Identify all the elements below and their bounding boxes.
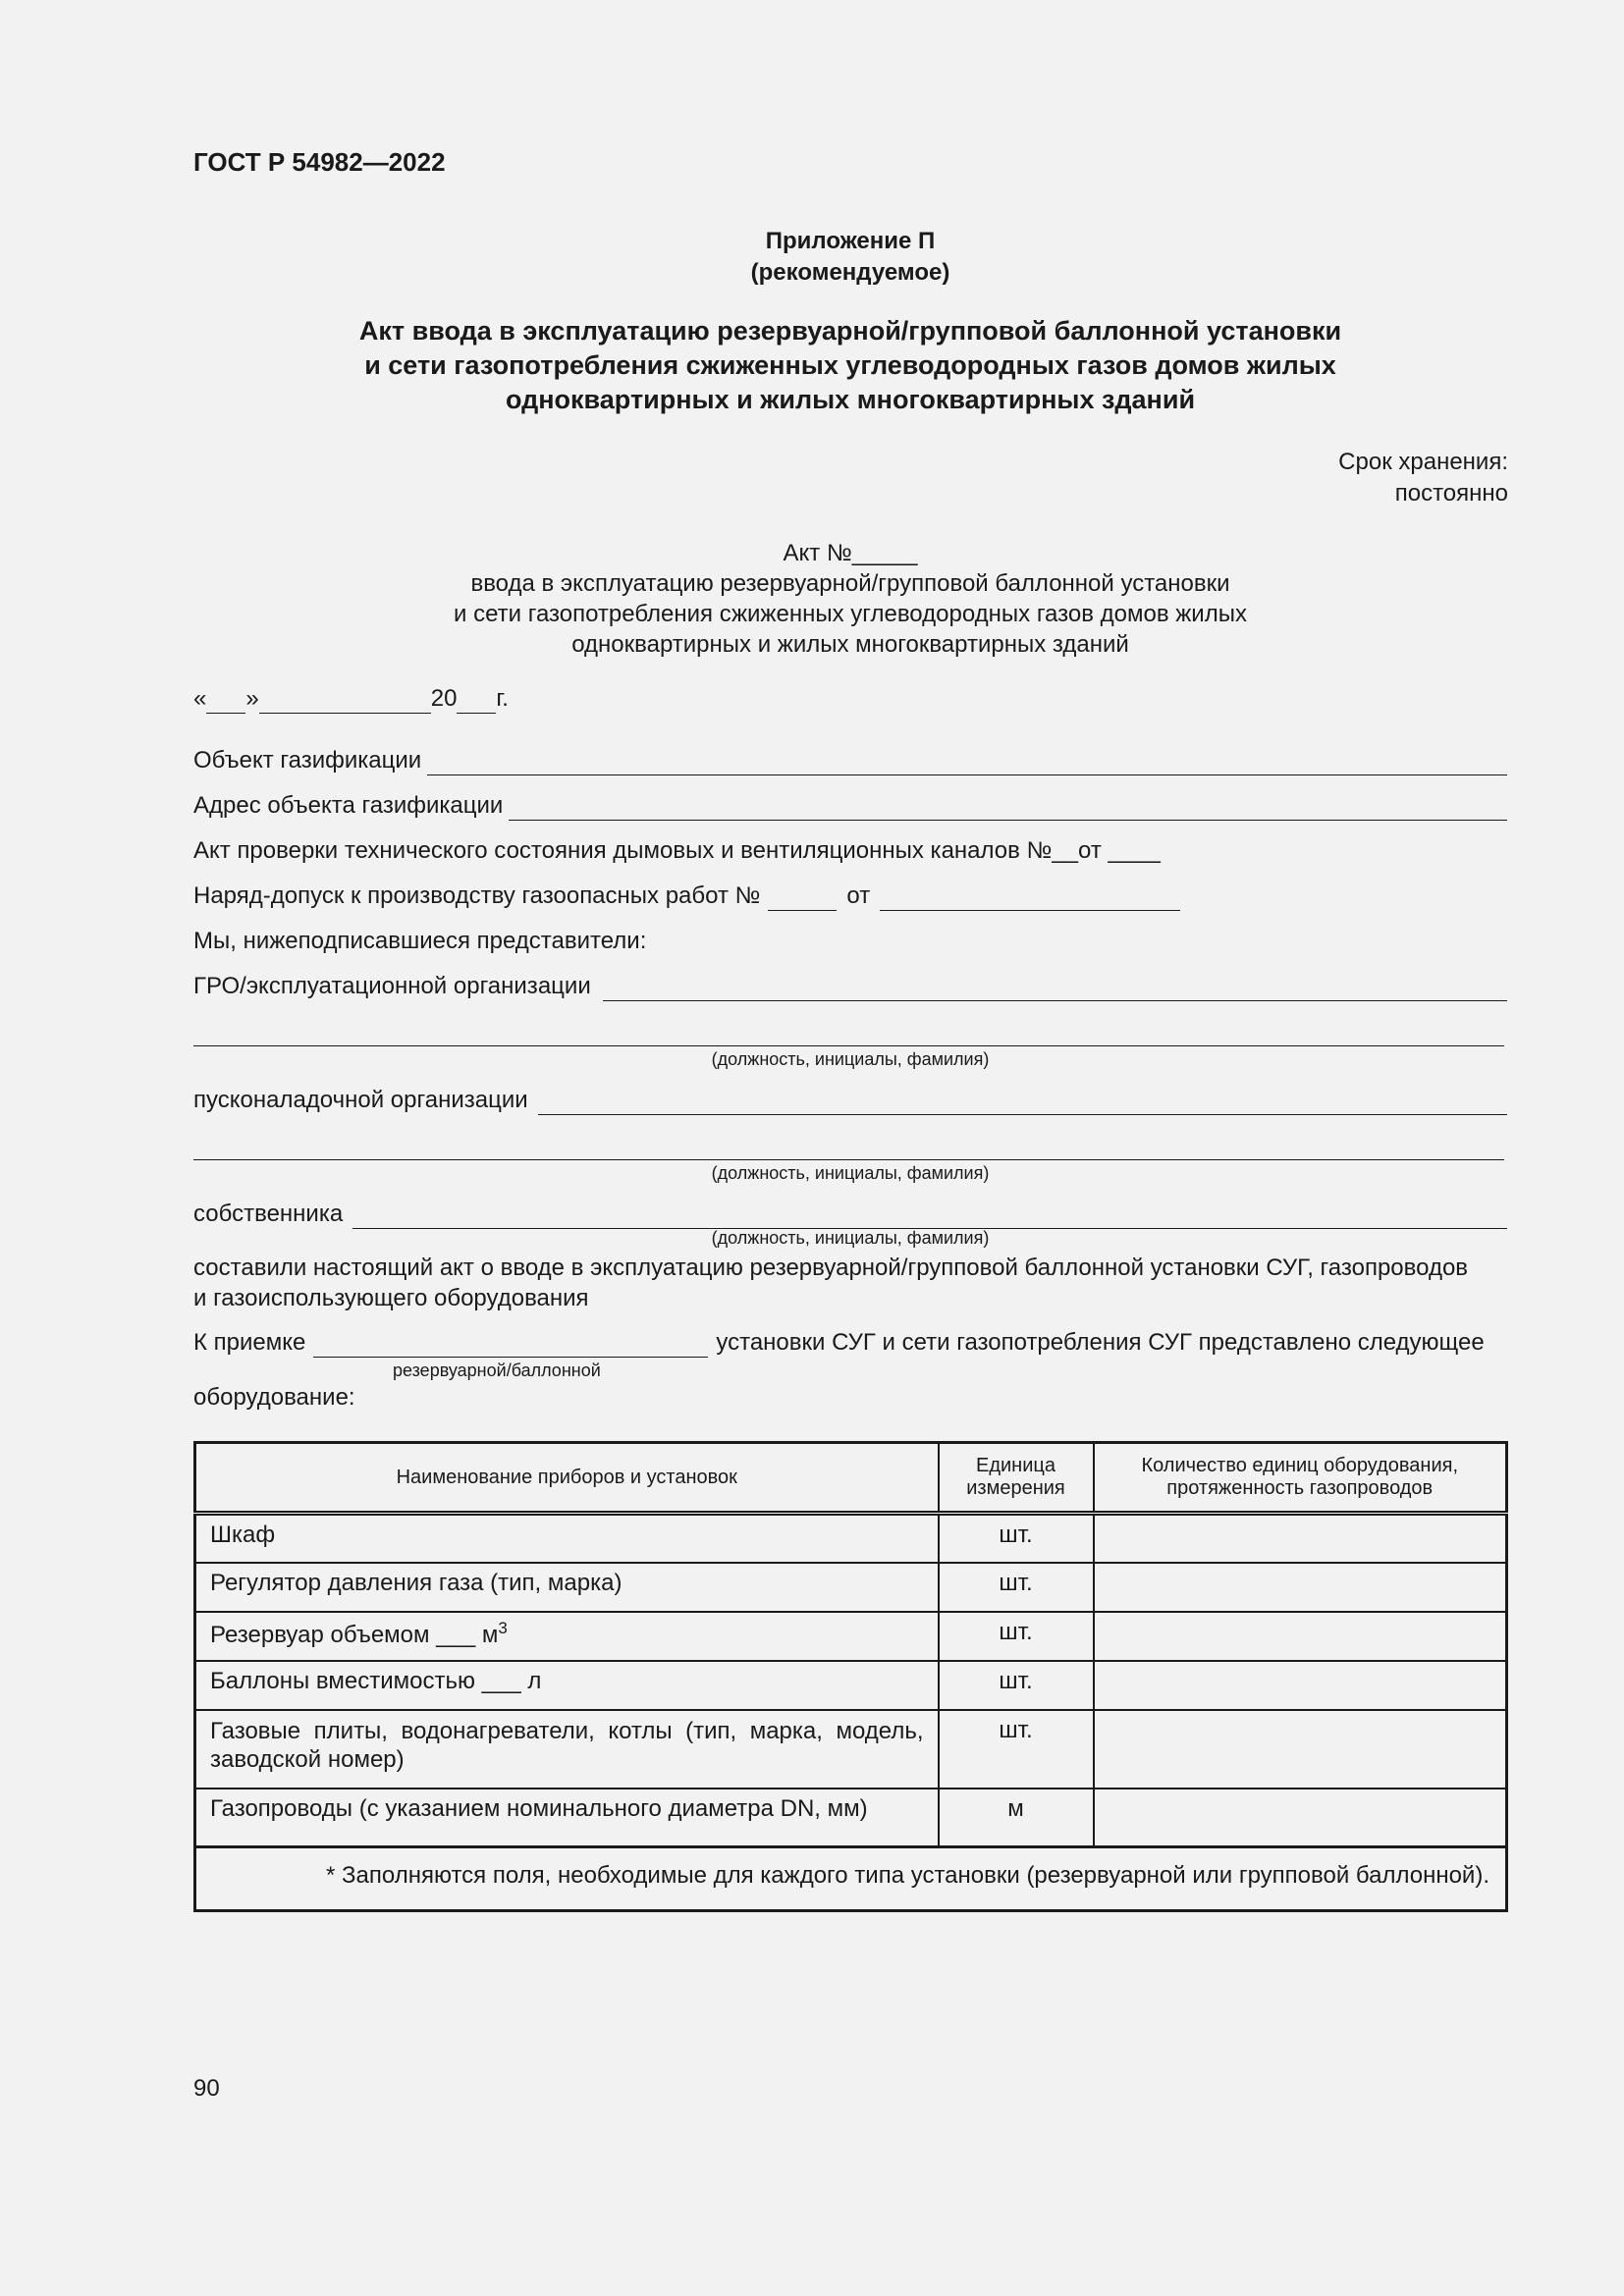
acceptance-line: [193, 1328, 1507, 1358]
statement-text: составили настоящий акт о вводе в эксплуатацию резервуарной/групповой баллонной установки СУГ, газопроводов и газоиспользующего оборудования: [193, 1255, 1469, 1311]
title-line: одноквартирных и жилых многоквартирных зданий: [505, 385, 1196, 414]
commissioning-field: [193, 1086, 1507, 1115]
address-label: Адрес объекта газификации: [193, 792, 504, 819]
storage-value: постоянно: [1394, 480, 1508, 507]
act-line: и сети газопотребления сжиженных углеводородных газов домов жилых: [454, 601, 1247, 627]
commissioning-label: пусконаладочной организации: [193, 1087, 528, 1113]
title-line: Акт ввода в эксплуатацию резервуарной/групповой баллонной установки: [358, 316, 1342, 346]
owner-field: [193, 1200, 1507, 1229]
permit-field: [193, 881, 1507, 911]
check-act-label: Акт проверки технического состояния дымовых и вентиляционных каналов №__от ____: [193, 837, 1161, 864]
page-number: 90: [193, 2075, 220, 2102]
owner-label: собственника: [193, 1201, 344, 1227]
commissioning-second-line[interactable]: [193, 1159, 1504, 1160]
storage-label: Срок хранения:: [1338, 449, 1508, 475]
quantity-cell[interactable]: [1094, 1563, 1507, 1612]
appendix-name: Приложение П: [765, 228, 936, 254]
commissioning-blank[interactable]: [538, 1091, 1507, 1115]
commissioning-hint: (должность, инициалы, фамилия): [711, 1163, 990, 1183]
act-number: Акт №_____: [783, 540, 918, 566]
column-header-quantity: Количество единиц оборудования, протяженность газопроводов: [1094, 1443, 1507, 1514]
acceptance-type-blank[interactable]: [313, 1333, 708, 1358]
table-row: Регулятор давления газа (тип, марка) шт.: [195, 1563, 1507, 1612]
gro-label: ГРО/эксплуатационной организации: [193, 973, 591, 999]
document-title: [193, 314, 1507, 417]
representatives-intro: Мы, нижеподписавшиеся представители:: [193, 928, 647, 954]
column-header-unit: Единица измерения: [939, 1443, 1094, 1514]
quantity-cell[interactable]: [1094, 1789, 1507, 1847]
standard-header: ГОСТ Р 54982—2022: [193, 147, 446, 177]
acceptance-prefix: К приемке: [193, 1329, 306, 1356]
column-header-name: Наименование приборов и установок: [195, 1443, 939, 1514]
date-month-blank[interactable]: [259, 689, 431, 714]
gro-blank[interactable]: [603, 977, 1507, 1001]
table-row: Баллоны вместимостью ___ л шт.: [195, 1661, 1507, 1710]
date-year-blank[interactable]: [457, 689, 496, 714]
title-line: и сети газопотребления сжиженных углеводородных газов домов жилых: [364, 350, 1336, 380]
table-row: Газопроводы (с указанием номинального диаметра DN, мм) м: [195, 1789, 1507, 1847]
act-line: ввода в эксплуатацию резервуарной/групповой баллонной установки: [470, 570, 1230, 597]
object-field: [193, 746, 1507, 775]
owner-hint: (должность, инициалы, фамилия): [711, 1228, 990, 1248]
appendix-status: (рекомендуемое): [750, 259, 950, 286]
quantity-cell[interactable]: [1094, 1514, 1507, 1563]
table-row: Резервуар объемом ___ $м^3$ шт.: [195, 1612, 1507, 1661]
acceptance-line-2: оборудование:: [193, 1384, 355, 1411]
gro-field: [193, 972, 1507, 1001]
act-line: одноквартирных и жилых многоквартирных зданий: [571, 631, 1129, 658]
quantity-cell[interactable]: [1094, 1710, 1507, 1789]
check-act-field: [193, 836, 1507, 866]
owner-blank[interactable]: [352, 1204, 1507, 1229]
permit-from-label: от: [846, 882, 871, 909]
permit-label: Наряд-допуск к производству газоопасных работ №: [193, 882, 761, 909]
table-header-row: [195, 1443, 1507, 1514]
table-note: * Заполняются поля, необходимые для каждого типа установки (резервуарной или групповой баллонной).: [195, 1847, 1507, 1911]
appendix-heading: [193, 226, 1507, 289]
act-heading: [193, 538, 1507, 660]
table-note-row: [195, 1847, 1507, 1911]
acceptance-hint: резервуарной/баллонной: [393, 1361, 601, 1380]
date-line: « » 20 г.: [193, 685, 509, 712]
object-label: Объект газификации: [193, 747, 422, 774]
address-field: [193, 791, 1507, 821]
permit-date-blank[interactable]: [880, 886, 1180, 911]
acceptance-suffix: установки СУГ и сети газопотребления СУГ представлено следующее: [716, 1329, 1485, 1356]
address-blank[interactable]: [509, 796, 1507, 821]
table-row: Шкаф шт.: [195, 1514, 1507, 1563]
table-row: Газовые плиты, водонагреватели, котлы (тип, марка, модель, заводской номер) шт.: [195, 1710, 1507, 1789]
object-blank[interactable]: [427, 751, 1507, 775]
date-day-blank[interactable]: [206, 689, 245, 714]
quantity-cell[interactable]: [1094, 1612, 1507, 1661]
storage-period: [1338, 447, 1508, 509]
gro-hint: (должность, инициалы, фамилия): [711, 1049, 990, 1069]
permit-number-blank[interactable]: [768, 886, 837, 911]
quantity-cell[interactable]: [1094, 1661, 1507, 1710]
equipment-table: [193, 1441, 1508, 1912]
gro-second-line[interactable]: [193, 1045, 1504, 1046]
